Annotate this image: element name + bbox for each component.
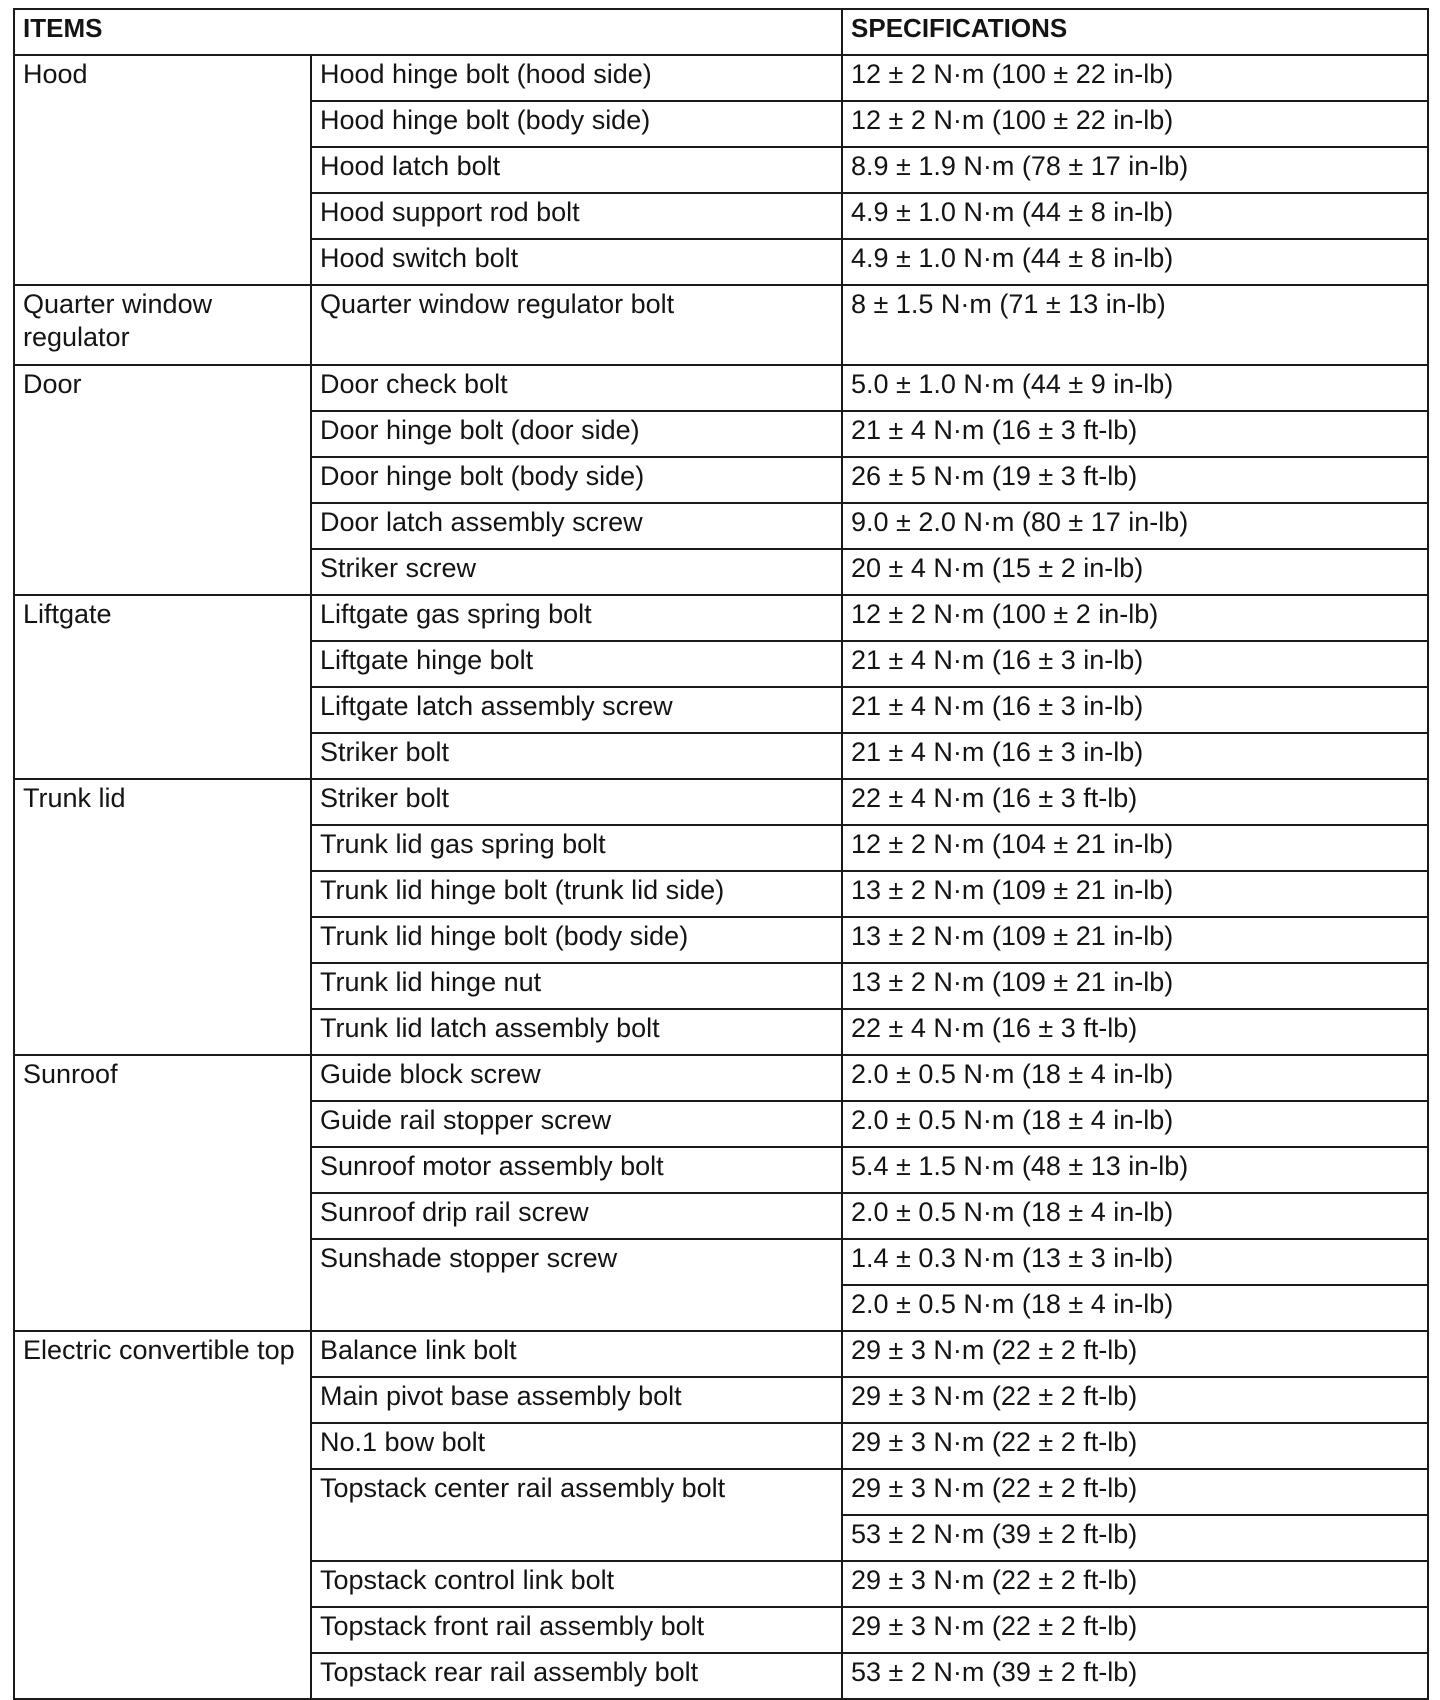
spec-value: 1.4 ± 0.3 N·m (13 ± 3 in-lb): [842, 1239, 1428, 1285]
table-row: [14, 365, 1428, 411]
item-name: Balance link bolt: [311, 1331, 842, 1377]
item-name: Trunk lid latch assembly bolt: [311, 1009, 842, 1055]
spec-value: 4.9 ± 1.0 N·m (44 ± 8 in-lb): [842, 193, 1428, 239]
group-label: Sunroof: [14, 1055, 311, 1331]
spec-value: 13 ± 2 N·m (109 ± 21 in-lb): [842, 963, 1428, 1009]
spec-value: 29 ± 3 N·m (22 ± 2 ft-lb): [842, 1607, 1428, 1653]
item-name: No.1 bow bolt: [311, 1423, 842, 1469]
item-name: Striker screw: [311, 549, 842, 595]
spec-value: 21 ± 4 N·m (16 ± 3 in-lb): [842, 733, 1428, 779]
spec-value: 26 ± 5 N·m (19 ± 3 ft-lb): [842, 457, 1428, 503]
spec-value: 21 ± 4 N·m (16 ± 3 ft-lb): [842, 411, 1428, 457]
spec-value: 2.0 ± 0.5 N·m (18 ± 4 in-lb): [842, 1101, 1428, 1147]
item-name: Guide rail stopper screw: [311, 1101, 842, 1147]
spec-value: 21 ± 4 N·m (16 ± 3 in-lb): [842, 687, 1428, 733]
item-name: Liftgate hinge bolt: [311, 641, 842, 687]
spec-value: 8 ± 1.5 N·m (71 ± 13 in-lb): [842, 285, 1428, 365]
item-name: Sunroof motor assembly bolt: [311, 1147, 842, 1193]
group-label: Trunk lid: [14, 779, 311, 1055]
spec-table-body: [14, 55, 1428, 1699]
item-name: Sunshade stopper screw: [311, 1239, 842, 1331]
group-label: Door: [14, 365, 311, 595]
spec-value: 13 ± 2 N·m (109 ± 21 in-lb): [842, 871, 1428, 917]
spec-value: 2.0 ± 0.5 N·m (18 ± 4 in-lb): [842, 1285, 1428, 1331]
spec-value: 29 ± 3 N·m (22 ± 2 ft-lb): [842, 1331, 1428, 1377]
item-name: Topstack front rail assembly bolt: [311, 1607, 842, 1653]
item-name: Door latch assembly screw: [311, 503, 842, 549]
table-row: [14, 1331, 1428, 1377]
spec-value: 22 ± 4 N·m (16 ± 3 ft-lb): [842, 1009, 1428, 1055]
spec-value: 29 ± 3 N·m (22 ± 2 ft-lb): [842, 1561, 1428, 1607]
item-name: Door hinge bolt (body side): [311, 457, 842, 503]
item-name: Trunk lid hinge bolt (trunk lid side): [311, 871, 842, 917]
spec-value: 22 ± 4 N·m (16 ± 3 ft-lb): [842, 779, 1428, 825]
group-label: Liftgate: [14, 595, 311, 779]
spec-value: 29 ± 3 N·m (22 ± 2 ft-lb): [842, 1377, 1428, 1423]
item-name: Trunk lid gas spring bolt: [311, 825, 842, 871]
item-name: Door hinge bolt (door side): [311, 411, 842, 457]
item-name: Topstack center rail assembly bolt: [311, 1469, 842, 1561]
item-name: Trunk lid hinge bolt (body side): [311, 917, 842, 963]
group-label: Hood: [14, 55, 311, 285]
spec-value: 5.4 ± 1.5 N·m (48 ± 13 in-lb): [842, 1147, 1428, 1193]
spec-table: [13, 8, 1429, 1700]
spec-value: 12 ± 2 N·m (100 ± 22 in-lb): [842, 101, 1428, 147]
spec-value: 2.0 ± 0.5 N·m (18 ± 4 in-lb): [842, 1193, 1428, 1239]
spec-value: 4.9 ± 1.0 N·m (44 ± 8 in-lb): [842, 239, 1428, 285]
table-row: [14, 779, 1428, 825]
spec-value: 12 ± 2 N·m (100 ± 2 in-lb): [842, 595, 1428, 641]
spec-value: 2.0 ± 0.5 N·m (18 ± 4 in-lb): [842, 1055, 1428, 1101]
item-name: Liftgate latch assembly screw: [311, 687, 842, 733]
item-name: Hood hinge bolt (hood side): [311, 55, 842, 101]
item-name: Main pivot base assembly bolt: [311, 1377, 842, 1423]
spec-value: 53 ± 2 N·m (39 ± 2 ft-lb): [842, 1515, 1428, 1561]
spec-value: 29 ± 3 N·m (22 ± 2 ft-lb): [842, 1423, 1428, 1469]
items-header: ITEMS: [14, 9, 842, 55]
item-name: Hood latch bolt: [311, 147, 842, 193]
item-name: Quarter window regulator bolt: [311, 285, 842, 365]
table-row: [14, 1055, 1428, 1101]
item-name: Hood switch bolt: [311, 239, 842, 285]
item-name: Striker bolt: [311, 779, 842, 825]
spec-value: 5.0 ± 1.0 N·m (44 ± 9 in-lb): [842, 365, 1428, 411]
item-name: Trunk lid hinge nut: [311, 963, 842, 1009]
spec-value: 12 ± 2 N·m (100 ± 22 in-lb): [842, 55, 1428, 101]
item-name: Sunroof drip rail screw: [311, 1193, 842, 1239]
item-name: Hood hinge bolt (body side): [311, 101, 842, 147]
spec-value: 21 ± 4 N·m (16 ± 3 in-lb): [842, 641, 1428, 687]
spec-value: 13 ± 2 N·m (109 ± 21 in-lb): [842, 917, 1428, 963]
header-row: [14, 9, 1428, 55]
spec-value: 12 ± 2 N·m (104 ± 21 in-lb): [842, 825, 1428, 871]
group-label: Quarter window regulator: [14, 285, 311, 365]
table-row: [14, 55, 1428, 101]
item-name: Liftgate gas spring bolt: [311, 595, 842, 641]
specifications-header: SPECIFICATIONS: [842, 9, 1428, 55]
item-name: Topstack rear rail assembly bolt: [311, 1653, 842, 1699]
item-name: Hood support rod bolt: [311, 193, 842, 239]
spec-value: 53 ± 2 N·m (39 ± 2 ft-lb): [842, 1653, 1428, 1699]
table-row: [14, 285, 1428, 365]
item-name: Door check bolt: [311, 365, 842, 411]
spec-value: 8.9 ± 1.9 N·m (78 ± 17 in-lb): [842, 147, 1428, 193]
spec-value: 29 ± 3 N·m (22 ± 2 ft-lb): [842, 1469, 1428, 1515]
torque-spec-sheet: [13, 8, 1427, 1700]
item-name: Guide block screw: [311, 1055, 842, 1101]
spec-value: 20 ± 4 N·m (15 ± 2 in-lb): [842, 549, 1428, 595]
spec-value: 9.0 ± 2.0 N·m (80 ± 17 in-lb): [842, 503, 1428, 549]
item-name: Striker bolt: [311, 733, 842, 779]
table-row: [14, 595, 1428, 641]
group-label: Electric convertible top: [14, 1331, 311, 1699]
item-name: Topstack control link bolt: [311, 1561, 842, 1607]
